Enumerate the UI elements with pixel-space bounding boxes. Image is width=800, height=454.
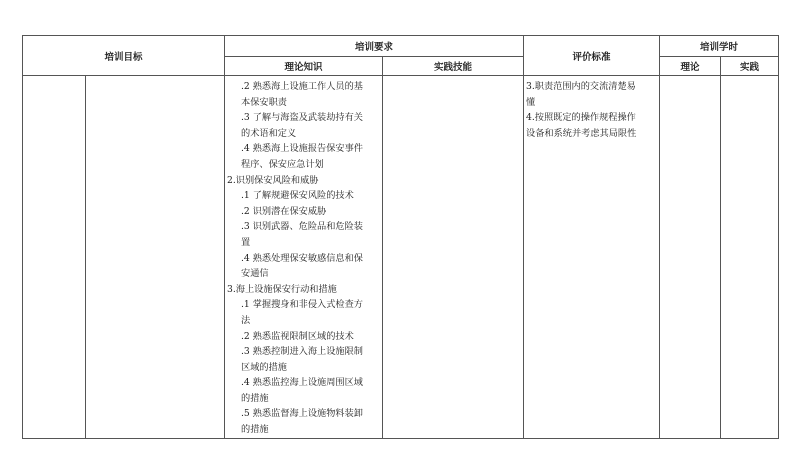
header-training-requirements: 培训要求: [225, 36, 524, 57]
theory-line: 的术语和定义: [241, 127, 297, 139]
header-training-goal: 培训目标: [23, 36, 225, 76]
theory-line: 的措施: [241, 424, 269, 436]
theory-line: .4 熟悉处理保安敏感信息和保: [241, 252, 363, 264]
theory-knowledge-cell: [225, 76, 383, 439]
theory-line: .2 识别潜在保安威胁: [241, 205, 327, 217]
evaluation-line: 懂: [526, 96, 536, 108]
hours-practice-cell: [721, 76, 779, 439]
header-hours-practice: 实践: [721, 57, 779, 76]
practical-skills-cell: [383, 76, 524, 439]
theory-line: 2.识别保安风险和威胁: [227, 174, 319, 186]
theory-line: .4 熟悉监控海上设施周围区域: [241, 377, 363, 389]
theory-line: .4 熟悉海上设施报告保安事件: [241, 143, 363, 155]
theory-line: .1 了解规避保安风险的技术: [241, 190, 354, 202]
header-hours-theory: 理论: [660, 57, 721, 76]
goal-cell-1: [23, 76, 86, 439]
evaluation-content: [524, 76, 659, 141]
evaluation-line: 4.按照既定的操作规程操作: [526, 112, 636, 124]
theory-line: 程序、保安应急计划: [241, 158, 324, 170]
theory-line: .3 了解与海盗及武装劫持有关: [241, 112, 363, 124]
theory-line: .3 识别武器、危险品和危险装: [241, 221, 363, 233]
training-table: [22, 35, 779, 439]
goal-cell-2: [86, 76, 225, 439]
theory-line: .2 熟悉监视限制区域的技术: [241, 330, 354, 342]
theory-line: .3 熟悉控制进入海上设施限制: [241, 346, 363, 358]
theory-line: .2 熟悉海上设施工作人员的基: [241, 81, 363, 92]
header-training-hours: 培训学时: [660, 36, 779, 57]
theory-line: .1 掌握搜身和非侵入式检查方: [241, 299, 363, 311]
theory-knowledge-content: [225, 76, 382, 438]
evaluation-standard-cell: [524, 76, 660, 439]
theory-line: 3.海上设施保安行动和措施: [227, 283, 337, 295]
evaluation-line: 设备和系统并考虑其局限性: [526, 127, 637, 139]
theory-line: 置: [241, 236, 251, 248]
evaluation-line: 3.职责范围内的交流清楚易: [526, 81, 636, 92]
theory-line: 安通信: [241, 268, 269, 280]
hours-theory-cell: [660, 76, 721, 439]
theory-line: 本保安职责: [241, 96, 287, 108]
theory-line: 的措施: [241, 392, 269, 404]
theory-line: 法: [241, 314, 251, 326]
theory-line: 区域的措施: [241, 361, 287, 373]
theory-line: .5 熟悉监督海上设施物料装卸: [241, 408, 363, 420]
header-theory-knowledge: 理论知识: [225, 57, 383, 76]
header-evaluation-standard: 评价标准: [524, 36, 660, 76]
header-practical-skills: 实践技能: [383, 57, 524, 76]
